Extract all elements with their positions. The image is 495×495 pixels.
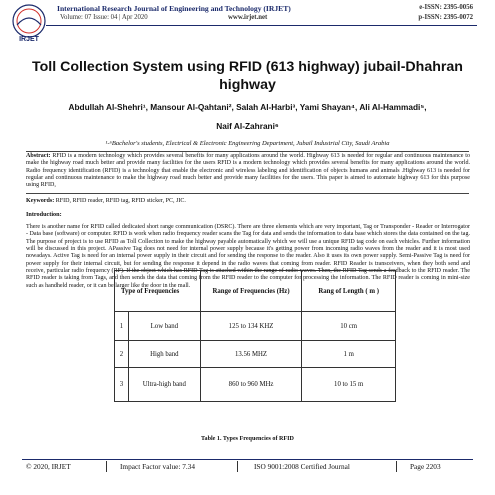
journal-url[interactable]: www.irjet.net: [228, 14, 268, 21]
table-cell-type: High band: [128, 341, 200, 368]
pissn: p-ISSN: 2395-0072: [418, 14, 473, 21]
abstract-text: RFID is a modern technology which provides several benefits for many applications around the world. Highway 613 is needed for regular and continuous maintenance to make the highway road much better and provide many facilities for the users RFID is a modern technology which provides several benefits for many applications around the world. Radio frequency identification (RFID) is a technology that enable the electronic and wireless labeling and identification of objects humans and animals .Highway 613 is needed for regular and continuous maintenance to make the highway road much better and provide many facilities for the users. This paper is aimed to automate highway 613 for this purpose using RFID,: [26, 153, 470, 189]
table-caption: Table 1. Types Frequencies of RFID: [201, 436, 294, 442]
keywords-label: Keywords:: [26, 198, 55, 204]
introduction-text: There is another name for RFID called dedicated short range communication (DSRC). There are three elements which are very important, Tag or Transponder - Reader or Interrogator - Data base (software) or computer. RFID is work when radio frequency reader scans the Tag for data and sends the information to data base which stores the data contained on the tag. The purpose of project is to use RFID as Toll Collection to make the highway payable automatically which we will use a unique RFID tag code on each vehicles. Further information will be discussed in this project. APassive Tag does not need for internal power supply because it's getting power from incoming radio waves from the reader and it is most used nowadays. Active Tag is need for an internal power supply in their circuit and for sending the response to the reader. Also it uses its own power supply. Semi-Passive Tag is need for power supply for their internal circuit, but for sending the response it depend in the radio waves that coming from reader. RFID Reader is transceivers, when they both send and receive, particular radio frequency (RF). If the object which has RFID Tag is attached within the range of radio waves. Then, the RFID Tag sends a feedback to the RFID reader. The RFID reader is taking from Tags, and then sends the data that coming from the RFID reader to the computer for processing the information. The RFID reader is coming in mini-size such as handheld reader, or it can be larger like the door in the mall.: [26, 224, 470, 289]
footer-iso: ISO 9001:2008 Certified Journal: [254, 462, 350, 471]
affiliation: ¹-⁶Bachelor's students, Electrical & Electronic Engineering Department, Jubail Industrial City, Saudi Arabia: [105, 140, 390, 147]
table-cell-num: 2: [115, 341, 129, 368]
table-cell-num: 3: [115, 368, 129, 402]
journal-name: International Research Journal of Engineering and Technology (IRJET): [57, 4, 291, 13]
table-header: Rang of Length ( m ): [302, 271, 396, 312]
table-header: Type of Frequencies: [115, 271, 201, 312]
footer-rule: [22, 459, 473, 460]
table-cell-num: 1: [115, 312, 129, 341]
table-cell-type: Ultra-high band: [128, 368, 200, 402]
table-cell-type: Low band: [128, 312, 200, 341]
table-cell-length: 1 m: [302, 341, 396, 368]
abstract-label: Abstract:: [26, 153, 51, 159]
authors-line-1: Abdullah Al-Shehri¹, Mansour Al-Qahtani², Salah Al-Harbi³, Yami Shayan⁴, Ali Al-Hammadi⁵,: [68, 102, 427, 112]
title-line-1: Toll Collection System using RFID (613 highway) jubail-Dhahran: [32, 59, 463, 75]
table-header-row: [115, 271, 396, 312]
table-cell-freq: 860 to 960 MHz: [200, 368, 302, 402]
eissn: e-ISSN: 2395-0056: [419, 4, 473, 11]
journal-header: [0, 0, 495, 52]
header-rule: [46, 25, 477, 26]
keywords: [26, 198, 470, 205]
footer-separator: [237, 461, 238, 472]
footer-separator: [106, 461, 107, 472]
logo-text: IRJET: [19, 36, 39, 43]
table-cell-freq: 13.56 MHZ: [200, 341, 302, 368]
authors: [20, 98, 475, 136]
authors-line-2: Naif Al-Zahrani⁶: [216, 121, 279, 131]
keywords-text: RFID, RFID reader, RFID tag, RFID sticker, PC, JIC.: [54, 198, 186, 204]
footer-separator: [396, 461, 397, 472]
abstract: [26, 153, 470, 190]
frequency-table: [114, 270, 396, 402]
footer-page-number: Page 2203: [410, 462, 441, 471]
paper-title: [20, 58, 475, 94]
section-heading-introduction: Introduction:: [26, 211, 62, 218]
table-cell-freq: 125 to 134 KHZ: [200, 312, 302, 341]
table-row: [115, 368, 396, 402]
table-row: [115, 341, 396, 368]
title-line-2: highway: [219, 77, 276, 93]
irjet-logo: [6, 3, 52, 43]
volume-issue: Volume: 07 Issue: 04 | Apr 2020: [60, 14, 148, 21]
table-cell-length: 10 to 15 m: [302, 368, 396, 402]
divider-top: [26, 151, 469, 152]
footer-copyright: © 2020, IRJET: [26, 462, 71, 471]
table-cell-length: 10 cm: [302, 312, 396, 341]
divider-bottom: [26, 193, 469, 194]
footer-impact-factor: Impact Factor value: 7.34: [120, 462, 195, 471]
table-row: [115, 312, 396, 341]
table-header: Range of Frequencies (Hz): [200, 271, 302, 312]
